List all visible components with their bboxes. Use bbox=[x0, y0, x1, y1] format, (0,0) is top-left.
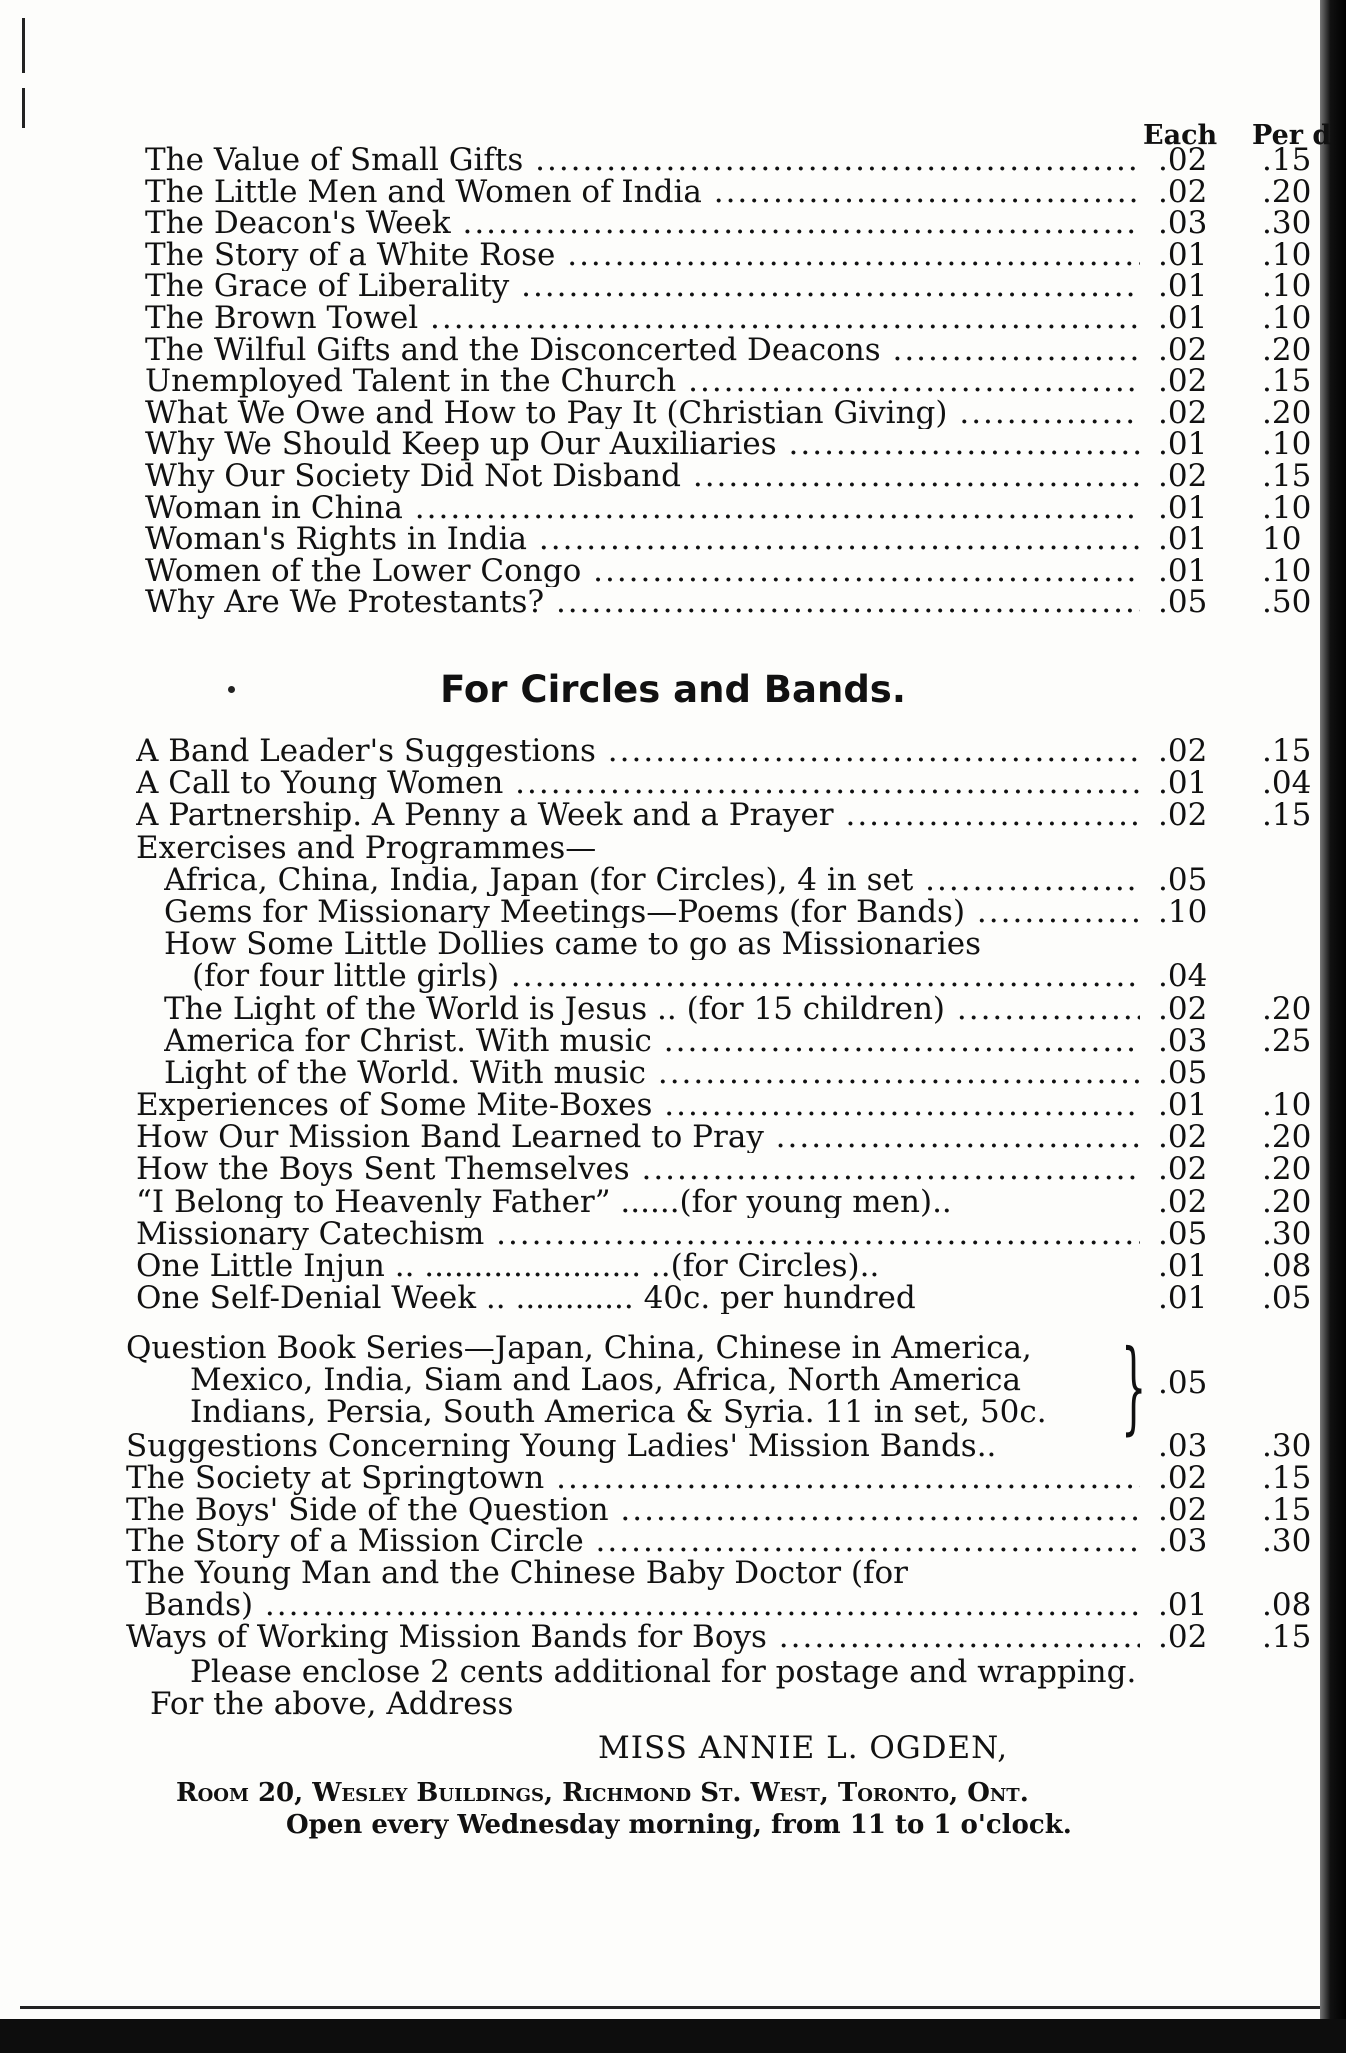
price-per-dozen: .15 bbox=[1262, 1491, 1312, 1528]
scan-edge-mark bbox=[22, 18, 25, 73]
price-each: .03 bbox=[1158, 205, 1208, 242]
price-each: .01 bbox=[1158, 299, 1208, 336]
list-item-title: Ways of Working Mission Bands for Boys ..... bbox=[126, 1622, 1140, 1654]
price-per-dozen: .15 bbox=[1262, 363, 1312, 400]
price-per-dozen: .30 bbox=[1262, 205, 1312, 242]
price-each: .01 bbox=[1158, 268, 1208, 305]
office-hours: Open every Wednesday morning, from 11 to 1 o'clock. bbox=[286, 1810, 1072, 1840]
list-item bbox=[0, 426, 1346, 463]
column-header-each: Each bbox=[1143, 120, 1218, 151]
list-item-title: The Young Man and the Chinese Baby Doctor (for bbox=[126, 1558, 908, 1590]
list-item-title: Why Are We Protestants? ..... bbox=[145, 587, 1140, 619]
list-item-title: Unemployed Talent in the Church ..... bbox=[145, 366, 1140, 398]
price-each: .01 bbox=[1158, 765, 1208, 802]
price-per-dozen: .30 bbox=[1262, 1428, 1312, 1464]
price-each: .03 bbox=[1158, 1428, 1208, 1464]
list-item-title: Mexico, India, Siam and Laos, Africa, North America bbox=[190, 1364, 1021, 1396]
price-per-dozen: .20 bbox=[1262, 990, 1312, 1027]
list-item bbox=[0, 299, 1346, 336]
price-per-dozen: .15 bbox=[1262, 733, 1312, 769]
list-item bbox=[0, 521, 1346, 558]
price-per-dozen: .10 bbox=[1262, 426, 1312, 463]
list-item-title: The Story of a Mission Circle ..... bbox=[126, 1526, 1140, 1558]
price-per-dozen: .08 bbox=[1262, 1248, 1312, 1284]
list-item bbox=[0, 832, 1346, 864]
price-per-dozen: .15 bbox=[1262, 1459, 1312, 1496]
list-item bbox=[0, 1087, 1346, 1124]
list-item bbox=[0, 1183, 1346, 1220]
price-per-dozen: .08 bbox=[1262, 1586, 1312, 1623]
price-per-dozen: .10 bbox=[1262, 489, 1312, 526]
column-header-per: Per d bbox=[1252, 120, 1332, 151]
list-item bbox=[0, 1151, 1346, 1188]
price-each: .01 bbox=[1158, 1280, 1208, 1317]
price-each: .02 bbox=[1158, 1183, 1208, 1220]
list-item-title: Experiences of Some Mite-Boxes ..... bbox=[136, 1089, 1140, 1121]
list-item bbox=[0, 1119, 1346, 1156]
list-item-title: The Grace of Liberality ..... bbox=[145, 271, 1140, 303]
list-item bbox=[0, 363, 1346, 400]
list-item bbox=[0, 893, 1346, 930]
price-per-dozen: .10 bbox=[1262, 1087, 1312, 1124]
price-per-dozen: .04 bbox=[1262, 765, 1312, 802]
list-item-title: The Deacon's Week ..... bbox=[145, 208, 1140, 240]
list-item bbox=[0, 205, 1346, 242]
brace-glyph: } bbox=[1121, 1328, 1147, 1445]
price-each: .02 bbox=[1158, 1119, 1208, 1156]
list-item bbox=[0, 1586, 1346, 1623]
list-item bbox=[0, 1280, 1346, 1317]
list-item bbox=[0, 1250, 1346, 1282]
list-item-title: (for four little girls) ..... bbox=[192, 960, 1140, 992]
price-each: .02 bbox=[1158, 457, 1208, 494]
price-per-dozen: .15 bbox=[1262, 797, 1312, 834]
price-each: .05 bbox=[1158, 861, 1208, 898]
contact-address: Room 20, Wesley Buildings, Richmond St. West, Toronto, Ont. bbox=[176, 1778, 1029, 1808]
list-item-title: How Our Mission Band Learned to Pray ..... bbox=[136, 1121, 1140, 1153]
list-item bbox=[0, 958, 1346, 995]
price-each: .02 bbox=[1158, 331, 1208, 368]
list-item bbox=[0, 173, 1346, 210]
list-item-title: The Value of Small Gifts ..... bbox=[145, 145, 1140, 177]
contact-name: MISS ANNIE L. OGDEN, bbox=[598, 1730, 1009, 1766]
list-item bbox=[0, 1491, 1346, 1528]
price-each: .05 bbox=[1158, 1365, 1208, 1401]
price-per-dozen: .10 bbox=[1262, 268, 1312, 305]
price-per-dozen: .20 bbox=[1262, 394, 1312, 431]
price-each: .04 bbox=[1158, 958, 1208, 995]
price-each: .02 bbox=[1158, 1618, 1208, 1655]
price-per-dozen: .15 bbox=[1262, 1618, 1312, 1655]
list-item bbox=[0, 928, 1346, 960]
price-each: .01 bbox=[1158, 489, 1208, 526]
list-item bbox=[0, 1428, 1346, 1464]
list-item-title: The Society at Springtown ..... bbox=[126, 1463, 1140, 1495]
price-per-dozen: .20 bbox=[1262, 1183, 1312, 1220]
price-each: .02 bbox=[1158, 1459, 1208, 1496]
list-item-title: A Call to Young Women ..... bbox=[136, 767, 1140, 799]
list-item-title: How Some Little Dollies came to go as Missionaries bbox=[164, 928, 981, 961]
bottom-rule bbox=[20, 2006, 1320, 2009]
list-item-title: Women of the Lower Congo ..... bbox=[145, 556, 1140, 588]
list-item bbox=[0, 990, 1346, 1027]
price-each: .05 bbox=[1158, 1054, 1208, 1091]
list-item bbox=[0, 268, 1346, 305]
list-item bbox=[0, 142, 1346, 178]
price-per-dozen: .10 bbox=[1262, 236, 1312, 273]
price-each: .10 bbox=[1158, 893, 1208, 930]
list-item bbox=[0, 394, 1346, 431]
list-item-title: Why We Should Keep up Our Auxiliaries ..... bbox=[145, 429, 1140, 461]
list-item bbox=[0, 552, 1346, 589]
price-each: .03 bbox=[1158, 1022, 1208, 1059]
price-per-dozen: .20 bbox=[1262, 1119, 1312, 1156]
address-lead: For the above, Address bbox=[150, 1686, 514, 1722]
price-per-dozen: .30 bbox=[1262, 1523, 1312, 1560]
list-item bbox=[0, 765, 1346, 802]
section-heading: For Circles and Bands. bbox=[440, 668, 906, 711]
scan-edge-mark bbox=[22, 88, 25, 128]
list-item bbox=[0, 331, 1346, 368]
list-item-title: One Little Injun .. ...................... ..(for Circles).. bbox=[136, 1250, 880, 1283]
price-each: .02 bbox=[1158, 363, 1208, 400]
list-item-title: Exercises and Programmes— bbox=[136, 831, 597, 864]
list-item bbox=[0, 1459, 1346, 1496]
price-per-dozen: 10 bbox=[1262, 521, 1302, 558]
price-per-dozen: .10 bbox=[1262, 299, 1312, 336]
list-item-title: Light of the World. With music ..... bbox=[164, 1057, 1140, 1089]
list-item bbox=[0, 861, 1346, 898]
list-item-title: One Self-Denial Week .. ............ 40c. per hundred bbox=[136, 1282, 916, 1315]
price-per-dozen: .10 bbox=[1262, 552, 1312, 589]
price-per-dozen: .30 bbox=[1262, 1215, 1312, 1252]
price-per-dozen: .15 bbox=[1262, 457, 1312, 494]
list-item-title: Missionary Catechism ..... bbox=[136, 1218, 1140, 1250]
price-each: .01 bbox=[1158, 426, 1208, 463]
price-each: .01 bbox=[1158, 521, 1208, 558]
list-item-title: The Story of a White Rose ..... bbox=[145, 240, 1140, 272]
list-item bbox=[0, 236, 1346, 273]
price-each: .05 bbox=[1158, 1215, 1208, 1252]
list-item bbox=[0, 457, 1346, 494]
price-each: .02 bbox=[1158, 173, 1208, 210]
list-item-title: America for Christ. With music ..... bbox=[164, 1025, 1140, 1057]
list-item-title: “I Belong to Heavenly Father” ......(for young men).. bbox=[136, 1185, 952, 1218]
price-per-dozen: .05 bbox=[1262, 1280, 1312, 1317]
price-each: .01 bbox=[1158, 1586, 1208, 1623]
list-item-title: The Wilful Gifts and the Disconcerted Deacons ..... bbox=[145, 335, 1140, 367]
list-item-title: Woman's Rights in India ..... bbox=[145, 524, 1140, 556]
price-per-dozen: .25 bbox=[1262, 1022, 1312, 1059]
list-item bbox=[0, 1054, 1346, 1091]
list-item-title: Woman in China ..... bbox=[145, 493, 1140, 525]
list-item-title: Africa, China, India, Japan (for Circles), 4 in set ..... bbox=[164, 864, 1140, 896]
list-item bbox=[0, 1618, 1346, 1655]
list-item-title: The Little Men and Women of India ..... bbox=[145, 177, 1140, 209]
price-each: .01 bbox=[1158, 552, 1208, 589]
price-each: .02 bbox=[1158, 990, 1208, 1027]
list-item-title: A Partnership. A Penny a Week and a Prayer ..... bbox=[136, 799, 1140, 831]
price-each: .01 bbox=[1158, 1087, 1208, 1124]
list-item bbox=[0, 1022, 1346, 1059]
list-item bbox=[0, 1523, 1346, 1560]
list-item-title: Bands) ..... bbox=[144, 1590, 1140, 1622]
list-item bbox=[0, 584, 1346, 621]
price-per-dozen: .20 bbox=[1262, 1151, 1312, 1188]
list-item-title: How the Boys Sent Themselves ..... bbox=[136, 1153, 1140, 1185]
list-item-title: The Brown Towel ..... bbox=[145, 303, 1140, 335]
price-each: .02 bbox=[1158, 394, 1208, 431]
price-list-continued bbox=[0, 1428, 1346, 1655]
price-each: .02 bbox=[1158, 797, 1208, 834]
list-item bbox=[0, 797, 1346, 834]
scan-edge-bottom bbox=[0, 2019, 1346, 2053]
price-each: .01 bbox=[1158, 1248, 1208, 1284]
list-item-title: The Light of the World is Jesus .. (for 15 children) ..... bbox=[164, 993, 1140, 1025]
list-item bbox=[0, 1558, 1346, 1590]
list-item-title: Indians, Persia, South America & Syria. 11 in set, 50c. bbox=[190, 1396, 1047, 1428]
price-per-dozen: .20 bbox=[1262, 331, 1312, 368]
list-item-title: Gems for Missionary Meetings—Poems (for Bands) ..... bbox=[164, 896, 1140, 928]
price-each: .05 bbox=[1158, 584, 1208, 621]
price-each: .03 bbox=[1158, 1523, 1208, 1560]
price-each: .02 bbox=[1158, 1151, 1208, 1188]
list-item bbox=[0, 735, 1346, 767]
list-item-title: What We Owe and How to Pay It (Christian Giving) ..... bbox=[145, 398, 1140, 430]
list-item-title: Suggestions Concerning Young Ladies' Mission Bands.. bbox=[126, 1431, 997, 1463]
price-list-circles-bands bbox=[0, 733, 1346, 1317]
price-each: .02 bbox=[1158, 733, 1208, 769]
postage-note: Please enclose 2 cents additional for postage and wrapping. bbox=[190, 1654, 1137, 1690]
price-each: .01 bbox=[1158, 236, 1208, 273]
price-each: .02 bbox=[1158, 142, 1208, 178]
price-each: .02 bbox=[1158, 1491, 1208, 1528]
price-list-general bbox=[0, 142, 1346, 621]
list-item-title: The Boys' Side of the Question ..... bbox=[126, 1495, 1140, 1527]
list-item-title: Why Our Society Did Not Disband ..... bbox=[145, 461, 1140, 493]
price-per-dozen: .15 bbox=[1262, 142, 1312, 178]
list-item-title: A Band Leader's Suggestions ..... bbox=[136, 735, 1140, 767]
list-item bbox=[0, 489, 1346, 526]
price-per-dozen: .50 bbox=[1262, 584, 1312, 621]
list-item-title: Question Book Series—Japan, China, Chinese in America, bbox=[126, 1332, 1032, 1364]
price-per-dozen: .20 bbox=[1262, 173, 1312, 210]
list-item bbox=[0, 1215, 1346, 1252]
